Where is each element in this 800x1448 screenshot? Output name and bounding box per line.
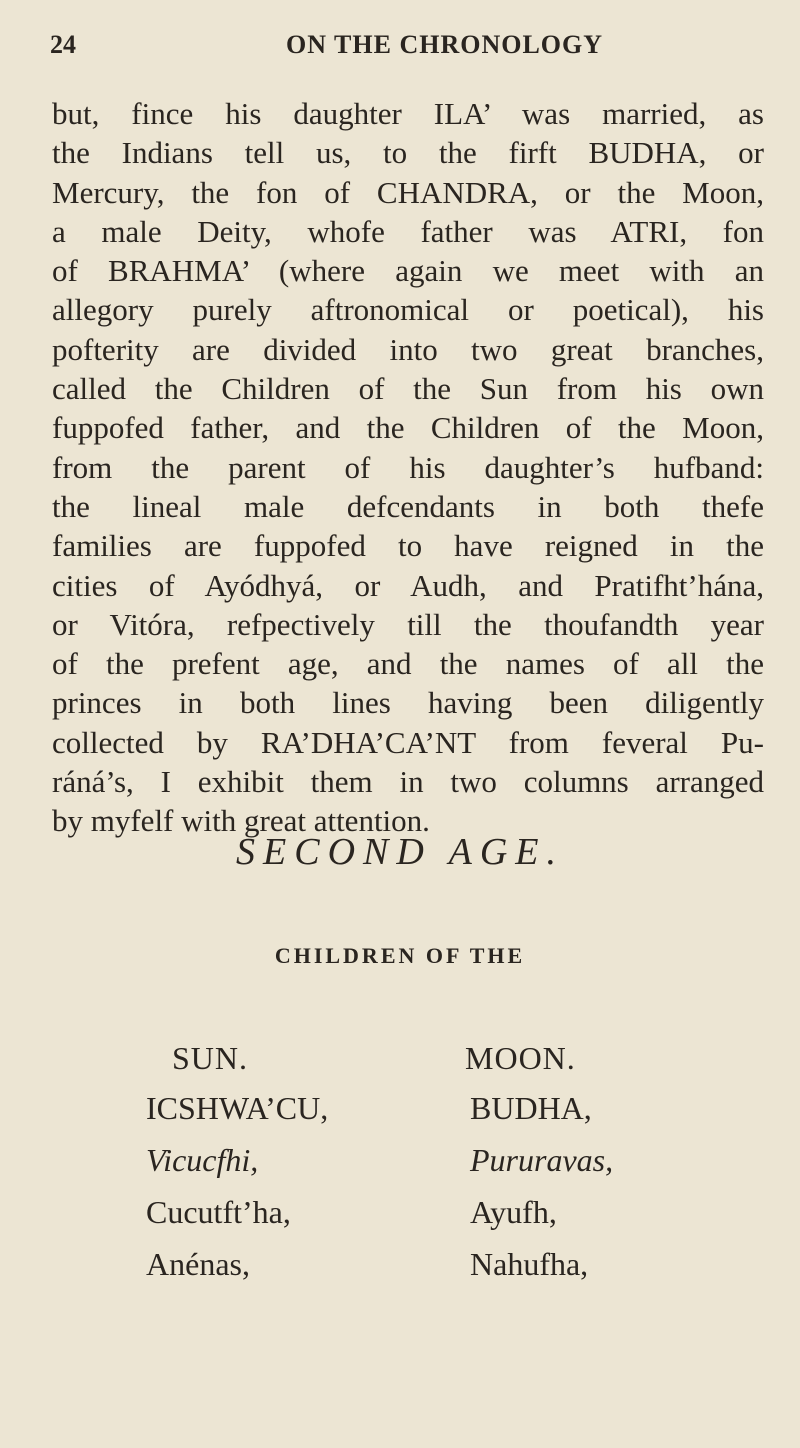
moon-entry: Ayufh, — [470, 1194, 557, 1230]
paragraph-line: families are fuppofed to have reigned in the — [52, 528, 764, 564]
paragraph-line: pofterity are divided into two great branches, — [52, 331, 764, 367]
paragraph-line: cities of Ayódhyá, or Audh, and Pratifht’hána, — [52, 567, 764, 603]
paragraph — [52, 94, 764, 841]
paragraph-line: of BRAHMA’ (where again we meet with an — [52, 253, 764, 289]
paragraph-line: allegory purely aftronomical or poetical), his — [52, 292, 764, 328]
paragraph-line: of the prefent age, and the names of all the — [52, 646, 764, 682]
paragraph-line: fuppofed father, and the Children of the Moon, — [52, 410, 764, 446]
paragraph-line: the lineal male defcendants in both thefe — [52, 488, 764, 524]
paragraph-line: the Indians tell us, to the firft BUDHA, or — [52, 135, 764, 171]
page-header — [50, 30, 750, 70]
paragraph-line: by myfelf with great attention. — [52, 803, 430, 839]
sun-entry: Cucutft’ha, — [146, 1194, 291, 1230]
moon-entry: BUDHA, — [470, 1090, 592, 1126]
sun-entry: Vicucfhi, — [146, 1142, 259, 1178]
moon-column-heading: MOON. — [465, 1040, 576, 1076]
paragraph-line: called the Children of the Sun from his own — [52, 371, 764, 407]
moon-entry: Nahufha, — [470, 1246, 589, 1282]
paragraph-line: but, fince his daughter ILA’ was married, as — [52, 96, 764, 131]
sun-entry: ICSHWA’CU, — [146, 1090, 329, 1126]
moon-entry: Pururavas, — [470, 1142, 614, 1178]
paragraph-line: ráná’s, I exhibit them in two columns arranged — [52, 764, 764, 800]
sun-entry: Anénas, — [146, 1246, 250, 1282]
paragraph-line: Mercury, the fon of CHANDRA, or the Moon, — [52, 174, 764, 210]
running-head: ON THE CHRONOLOGY — [286, 30, 604, 59]
paragraph-line: from the parent of his daughter’s hufband: — [52, 449, 764, 485]
paragraph-line: princes in both lines having been diligently — [52, 685, 764, 721]
paragraph-line: collected by RA’DHA’CA’NT from feveral Pu- — [52, 724, 764, 760]
section-title: SECOND AGE. — [236, 831, 564, 873]
paragraph-line: or Vitóra, refpectively till the thoufandth year — [52, 606, 764, 642]
page-number: 24 — [50, 30, 76, 59]
section-subtitle: CHILDREN OF THE — [274, 943, 526, 968]
paragraph-line: a male Deity, whofe father was ATRI, fon — [52, 213, 764, 249]
sun-column-heading: SUN. — [172, 1040, 249, 1076]
